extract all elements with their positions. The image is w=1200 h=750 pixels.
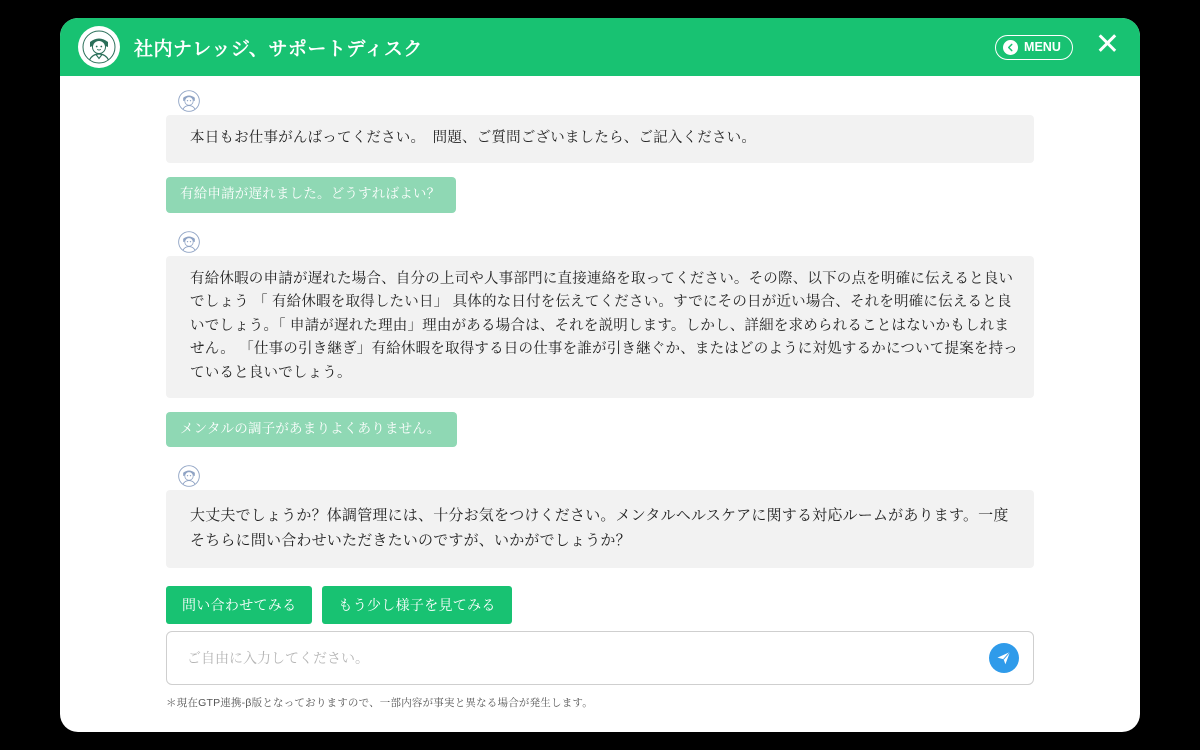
- operator-avatar-icon: [178, 231, 200, 253]
- close-icon[interactable]: ✕: [1094, 28, 1120, 61]
- message-input[interactable]: [185, 649, 989, 667]
- message-user: [166, 412, 1034, 447]
- composer[interactable]: [166, 631, 1034, 685]
- message-bubble: 有給申請が遅れました。どうすればよい？: [166, 177, 456, 212]
- message-bubble: 大丈夫でしょうか？体調管理には、十分お気をつけください。メンタルヘルスケアに関する対応ルームがあります。一度そちらに問い合わせいただきたいのですが、いかがでしょうか？: [166, 490, 1034, 568]
- disclaimer-text: ＊現在GTP連携-β版となっておりますので、一部内容が事実と異なる場合が発生します。: [166, 697, 593, 709]
- quick-reply-contact-button[interactable]: 問い合わせてみる: [166, 586, 312, 624]
- send-paper-plane-icon[interactable]: [989, 643, 1019, 673]
- message-bot: [166, 90, 1034, 163]
- message-user: [166, 177, 1034, 212]
- operator-avatar-icon: [178, 465, 200, 487]
- quick-reply-wait-button[interactable]: もう少し様子を見てみる: [322, 586, 511, 624]
- message-bot: [166, 231, 1034, 398]
- operator-avatar-icon: [78, 26, 120, 68]
- menu-button[interactable]: [995, 35, 1073, 60]
- chat-window: [60, 18, 1140, 732]
- message-list: [166, 76, 1034, 624]
- app-header: [60, 18, 1140, 76]
- page-title: 社内ナレッジ、サポートディスク: [134, 38, 423, 60]
- chat-area: [60, 76, 1140, 732]
- menu-button-label: MENU: [1024, 40, 1061, 54]
- back-arrow-icon: [1003, 40, 1018, 55]
- message-bot: [166, 465, 1034, 568]
- operator-avatar-icon: [178, 90, 200, 112]
- composer-zone: [166, 631, 1034, 710]
- message-bubble: メンタルの調子があまりよくありません。: [166, 412, 457, 447]
- message-bubble: 有給休暇の申請が遅れた場合、自分の上司や人事部門に直接連絡を取ってください。その際、以下の点を明確に伝えると良いでしょう 「 有給休暇を取得したい日」 具体的な日付を伝えてください。すでにその日が近い場合、それを明確に伝えると良いでしょう。「 申請が遅れた理由」理由がある場合は、それを説明します。しかし、詳細を求められることはないかもしれません。 「仕事の引き継ぎ」有給休暇を取得する日の仕事を誰が引き継ぐか、またはどのように対処するかについて提案を持っていると良いでしょう。: [166, 256, 1034, 398]
- quick-reply-group: [166, 586, 1034, 624]
- header-actions: [995, 30, 1124, 64]
- message-bubble: 本日もお仕事がんばってください。 問題、ご質問ございましたら、ご記入ください。: [166, 115, 1034, 163]
